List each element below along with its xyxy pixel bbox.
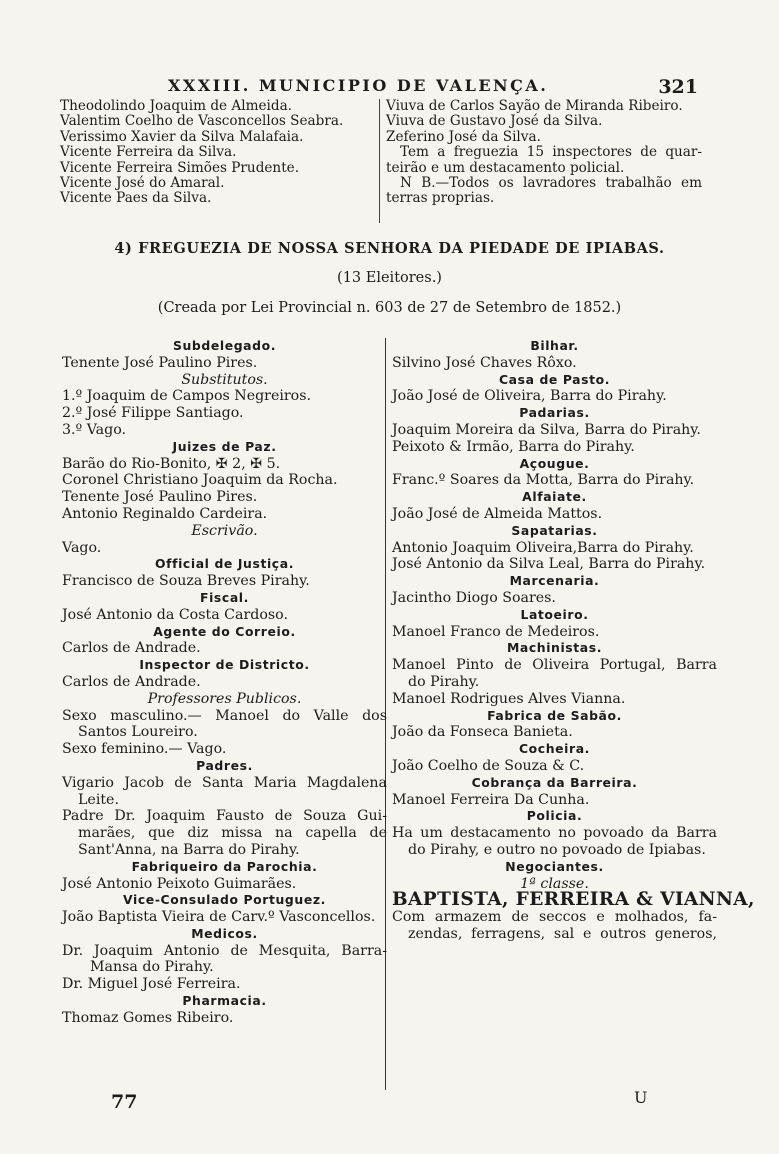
entry-line: Francisco de Souza Breves Pirahy. [62,573,310,590]
entry-line: 2.º José Filippe Santiago. [62,405,244,422]
list-item: teirão e um destacamento policial. [386,159,625,176]
entry-line: José Antonio da Costa Cardoso. [62,606,288,623]
entry-line: Jacintho Diogo Soares. [392,589,556,606]
section-heading: Padres. [196,757,253,773]
section-creation-note: (Creada por Lei Provincial n. 603 de 27 de Setembro de 1852.) [157,300,622,316]
top-right-list [386,99,702,207]
section-heading: Casa de Pasto. [498,371,611,387]
entry-line: Peixoto & Irmão, Barra do Pirahy. [392,438,635,455]
section-electores: (13 Eleitores.) [337,270,442,286]
section-heading: Cobrança da Barreira. [471,774,638,790]
entry-line: João José de Oliveira, Barra do Pirahy. [392,388,667,405]
entry-line: José Antonio da Silva Leal, Barra do Pirahy. [392,556,706,573]
running-header [168,76,698,98]
entry-line: Sexo masculino.— Manoel do Valle dos [62,707,387,724]
section-heading: Sapatarias. [511,522,598,538]
entry-line: Santos Loureiro. [78,724,198,741]
section-heading: Marcenaria. [509,573,600,589]
entry-line: 1.º Joaquim de Campos Negreiros. [62,388,312,405]
section-heading: Padarias. [519,405,590,421]
signature-mark: 77 [111,1091,138,1113]
section-heading: Juizes de Paz. [172,438,277,454]
entry-line: Coronel Christiano Joaquim da Rocha. [62,472,338,489]
entry-line: Vigario Jacob de Santa Maria Magdalena [62,774,387,791]
entry-line: Manoel Ferreira Da Cunha. [392,791,590,808]
section-title: 4) FREGUEZIA DE NOSSA SENHORA DA PIEDADE DE IPIABAS. [114,240,665,257]
section-heading: Vice-Consulado Portuguez. [123,892,326,908]
entry-line: Manoel Franco de Medeiros. [392,623,600,640]
entry-line: Carlos de Andrade. [62,640,201,657]
list-item: Vicente Ferreira da Silva. [60,144,237,161]
section-heading: Bilhar. [530,338,579,353]
entry-line: João José de Almeida Mattos. [392,505,603,522]
section-heading: Negociantes. [505,858,604,874]
top-left-list [60,99,378,207]
list-item: Theodolindo Joaquim de Almeida. [60,98,292,114]
subheading: Professores Publicos. [147,690,302,707]
entry-line: Tenente José Paulino Pires. [62,354,258,371]
entry-line: Com armazem de seccos e molhados, fa- [392,909,717,926]
entry-line: Ha um destacamento no povoado da Barra [392,825,717,842]
list-item: Vicente Paes da Silva. [60,190,212,207]
entry-line: João Coelho de Souza & C. [392,757,585,774]
entry-line: Manoel Pinto de Oliveira Portugal, Barra [392,657,717,674]
entry-line: Sant'Anna, na Barra do Pirahy. [78,841,300,858]
section-heading: Official de Justiça. [154,556,295,572]
list-item: Vicente Ferreira Simões Prudente. [60,159,300,176]
entry-line: do Pirahy, e outro no povoado de Ipiabas. [408,841,706,858]
section-heading: Latoeiro. [520,606,589,622]
list-item: Viuva de Gustavo José da Silva. [386,113,603,130]
section-heading: Subdelegado. [172,338,277,353]
subheading: 1ª classe. [520,875,589,892]
entry-line: do Pirahy. [408,673,480,690]
entry-line: Antonio Reginaldo Cardeira. [62,505,268,522]
entry-line: zendas, ferragens, sal e outros generos, [408,925,717,942]
entry-line: Padre Dr. Joaquim Fausto de Souza Gui- [62,808,387,825]
list-item: Verissimo Xavier da Silva Malafaia. [60,128,304,145]
section-heading: Medicos. [191,925,258,941]
section-heading: Policia. [526,808,583,824]
entry-line: Dr. Miguel José Ferreira. [62,976,241,993]
entry-line: Dr. Joaquim Antonio de Mesquita, Barra- [62,942,387,959]
entry-line: José Antonio Peixoto Guimarães. [62,875,297,892]
section-heading: Fabrica de Sabão. [487,707,622,723]
section-heading: Alfaiate. [522,489,587,505]
section-heading: Fabriqueiro da Parochia. [131,858,318,874]
section-heading: Inspector de Districto. [139,657,310,673]
list-item: Tem a freguezia 15 inspectores de quar- [400,144,702,161]
list-item: Zeferino José da Silva. [386,128,541,145]
firm-name: BAPTISTA, FERREIRA & VIANNA, [392,889,755,911]
right-column [392,338,755,943]
section-heading: Agente do Correio. [153,623,296,639]
entry-line: João Baptista Vieira de Carv.º Vasconcellos. [62,909,376,926]
section-heading: Cocheira. [518,741,590,757]
section-heading: Machinistas. [506,640,603,656]
entry-line: Leite. [78,791,119,808]
sheet-mark: U [634,1088,648,1107]
entry-line: Mansa do Pirahy. [90,959,214,976]
section-heading: Fiscal. [200,589,249,605]
entry-line: 3.º Vago. [62,421,127,438]
entry-line: Vago. [62,539,102,556]
column-divider-top [379,99,380,223]
running-header-title: XXXIII. MUNICIPIO DE VALENÇA. [168,76,549,95]
list-item: terras proprias. [386,190,495,207]
entry-line: Antonio Joaquim Oliveira,Barra do Pirahy. [392,539,694,556]
entry-line: Barão do Rio-Bonito, ✠ 2, ✠ 5. [62,455,281,472]
subheading: Escrivão. [191,522,258,539]
entry-line: marães, que diz missa na capella de [78,825,387,842]
entry-line: Joaquim Moreira da Silva, Barra do Pirahy. [392,421,701,438]
section-heading: Açougue. [519,455,590,471]
entry-line: Tenente José Paulino Pires. [62,489,258,506]
list-item: Vicente José do Amaral. [60,175,225,192]
entry-line: Manoel Rodrigues Alves Vianna. [392,690,626,707]
entry-line: Thomaz Gomes Ribeiro. [62,1009,234,1026]
list-item: Valentim Coelho de Vasconcellos Seabra. [60,113,344,130]
list-item: N B.—Todos os lavradores trabalhão em [400,175,702,192]
page-number: 321 [658,76,698,98]
section-heading: Pharmacia. [182,993,267,1009]
entry-line: Carlos de Andrade. [62,673,201,690]
entry-line: João da Fonseca Banieta. [392,724,573,741]
entry-line: Silvino José Chaves Rôxo. [392,354,577,371]
entry-line: Sexo feminino.— Vago. [62,741,227,758]
subheading: Substitutos. [181,371,268,388]
list-item: Viuva de Carlos Sayão de Miranda Ribeiro. [386,98,683,114]
entry-line: Franc.º Soares da Motta, Barra do Pirahy. [392,472,695,489]
left-column [62,338,387,1027]
